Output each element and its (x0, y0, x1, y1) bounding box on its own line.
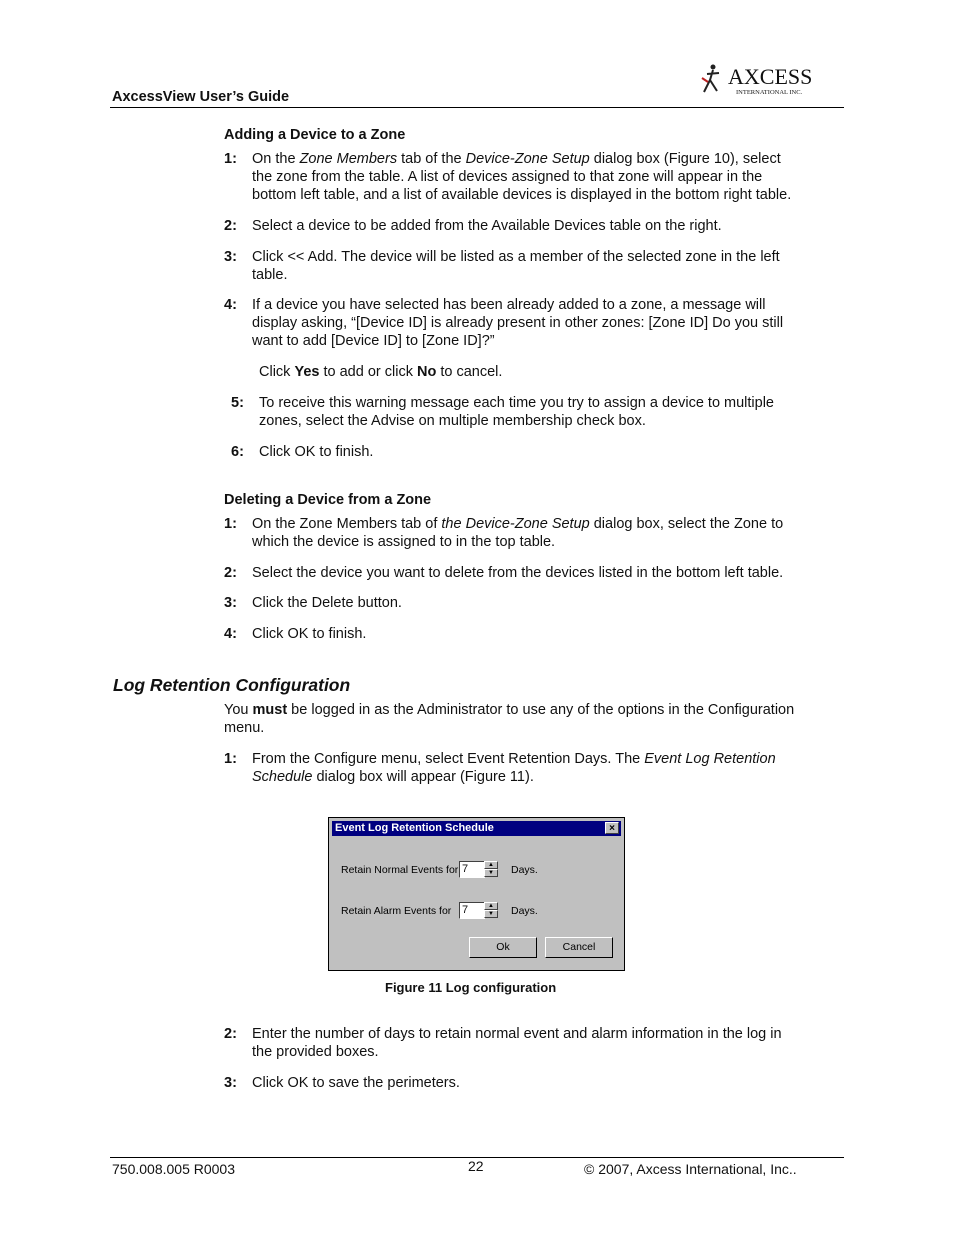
logo-text: AXCESS (728, 64, 813, 89)
deleting-heading: Deleting a Device from a Zone (224, 492, 432, 508)
logo-subtext: INTERNATIONAL INC. (736, 89, 803, 96)
header-rule (110, 107, 844, 108)
ok-button[interactable]: Ok (469, 937, 537, 958)
spin-up-icon: ▲ (484, 861, 498, 869)
dialog-title: Event Log Retention Schedule (335, 822, 494, 834)
days-label-2: Days. (511, 905, 538, 917)
log-intro: You must be logged in as the Administrator to use any of the options in the Configuration menu. (224, 702, 795, 736)
close-icon[interactable]: × (605, 822, 619, 834)
dialog-titlebar (332, 821, 621, 836)
cancel-button[interactable]: Cancel (545, 937, 613, 958)
step-number: 1: (224, 151, 237, 167)
adding-heading: Adding a Device to a Zone (224, 127, 406, 143)
normal-events-label: Retain Normal Events for (341, 864, 459, 876)
event-log-retention-dialog (328, 817, 625, 971)
spin-down-icon: ▼ (484, 910, 498, 918)
figure-caption: Figure 11 Log configuration (385, 980, 557, 995)
header-title: AxcessView User’s Guide (112, 89, 290, 105)
days-label-1: Days. (511, 864, 538, 876)
axcess-logo-icon (700, 62, 830, 98)
company-logo (700, 62, 830, 98)
footer-doc-number: 750.008.005 R0003 (112, 1161, 235, 1177)
normal-events-spinner[interactable] (484, 861, 498, 878)
footer-copyright: © 2007, Axcess International, Inc.. (584, 1161, 797, 1177)
click-yes-no: Click Yes to add or click No to cancel. (259, 364, 503, 380)
alarm-events-label: Retain Alarm Events for (341, 905, 452, 917)
spin-down-icon: ▼ (484, 869, 498, 877)
alarm-events-input[interactable]: 7 (459, 902, 485, 919)
spin-up-icon: ▲ (484, 902, 498, 910)
log-heading: Log Retention Configuration (113, 675, 351, 695)
footer-page-number: 22 (468, 1158, 484, 1174)
normal-events-input[interactable]: 7 (459, 861, 485, 878)
alarm-events-spinner[interactable] (484, 902, 498, 919)
